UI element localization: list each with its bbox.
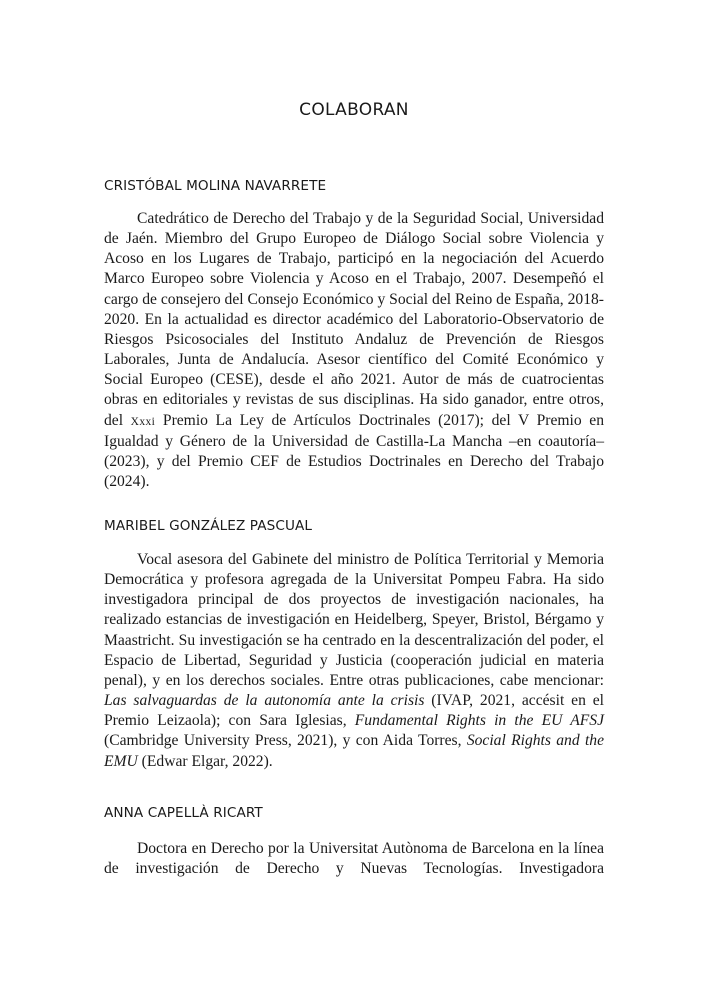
roman-numeral: Xxxi xyxy=(130,415,156,428)
page-heading: COLABORAN xyxy=(299,100,409,120)
contributor-bio-3 xyxy=(104,839,604,879)
bio-text: (Cambridge University Press, 2021), y con Aida Torres, xyxy=(104,732,467,750)
contributor-name-1: CRISTÓBAL MOLINA NAVARRETE xyxy=(104,178,327,194)
bio-text: Catedrático de Derecho del Trabajo y de la Seguridad Social, Universidad de Jaén. Miembro del Grupo Europeo de Diálogo Social sobre Violencia y Acoso en los Lugares de Trabajo, participó en la negociación del Acuerdo Marco Europeo sobre Violencia y Acoso en el Trabajo, 2007. Desempeñó el cargo de consejero del Consejo Económico y Social del Reino de España, 2018-2020. En la actualidad es director académico del Laboratorio-Observatorio de Riesgos Psicosociales del Instituto Andaluz de Prevención de Riesgos Laborales, Junta de Andalucía. Asesor científico del Comité Económico y Social Europeo (CESE), desde el año 2021. Autor de más de cuatrocientas obras en editoriales y revistas de sus disciplinas. Ha sido ganador, entre otros, del xyxy=(104,210,604,429)
publication-title: Las salvaguardas de la autonomía ante la crisis xyxy=(104,692,425,710)
contributor-name-3: ANNA CAPELLÀ RICART xyxy=(104,805,263,821)
contributor-name-2: MARIBEL GONZÁLEZ PASCUAL xyxy=(104,518,313,534)
bio-text: Doctora en Derecho por la Universitat Autònoma de Barcelona en la línea de investigación de Derecho y Nuevas Tecnologías. Investigadora xyxy=(104,840,604,878)
bio-text: Vocal asesora del Gabinete del ministro de Política Territorial y Memoria Democrática y profesora agregada de la Universitat Pompeu Fabra. Ha sido investigadora principal de dos proyectos de investigación nacionales, ha realizado estancias de investigación en Heidelberg, Speyer, Bristol, Bérgamo y Maastricht. Su investigación se ha centrado en la descentralización del poder, el Espacio de Libertad, Seguridad y Justicia (cooperación judicial en materia penal), y en los derechos sociales. Entre otras publicaciones, cabe mencionar: xyxy=(104,551,604,689)
contributor-bio-1 xyxy=(104,209,604,492)
publication-title: Social Rights and the EMU xyxy=(104,732,605,770)
bio-text: Premio La Ley de Artículos Doctrinales (2017); del V Premio en Igualdad y Género de la Universidad de Castilla-La Mancha –en coautoría– (2023), y del Premio CEF de Estudios Doctrinales en Derecho del Trabajo (2024). xyxy=(104,411,604,491)
bio-text: (IVAP, 2021, accésit en el Premio Leizaola); con Sara Iglesias, xyxy=(104,692,604,730)
bio-text: (Edwar Elgar, 2022). xyxy=(137,752,273,770)
publication-title: Fundamental Rights in the EU AFSJ xyxy=(354,712,604,730)
contributor-bio-2 xyxy=(104,550,604,772)
